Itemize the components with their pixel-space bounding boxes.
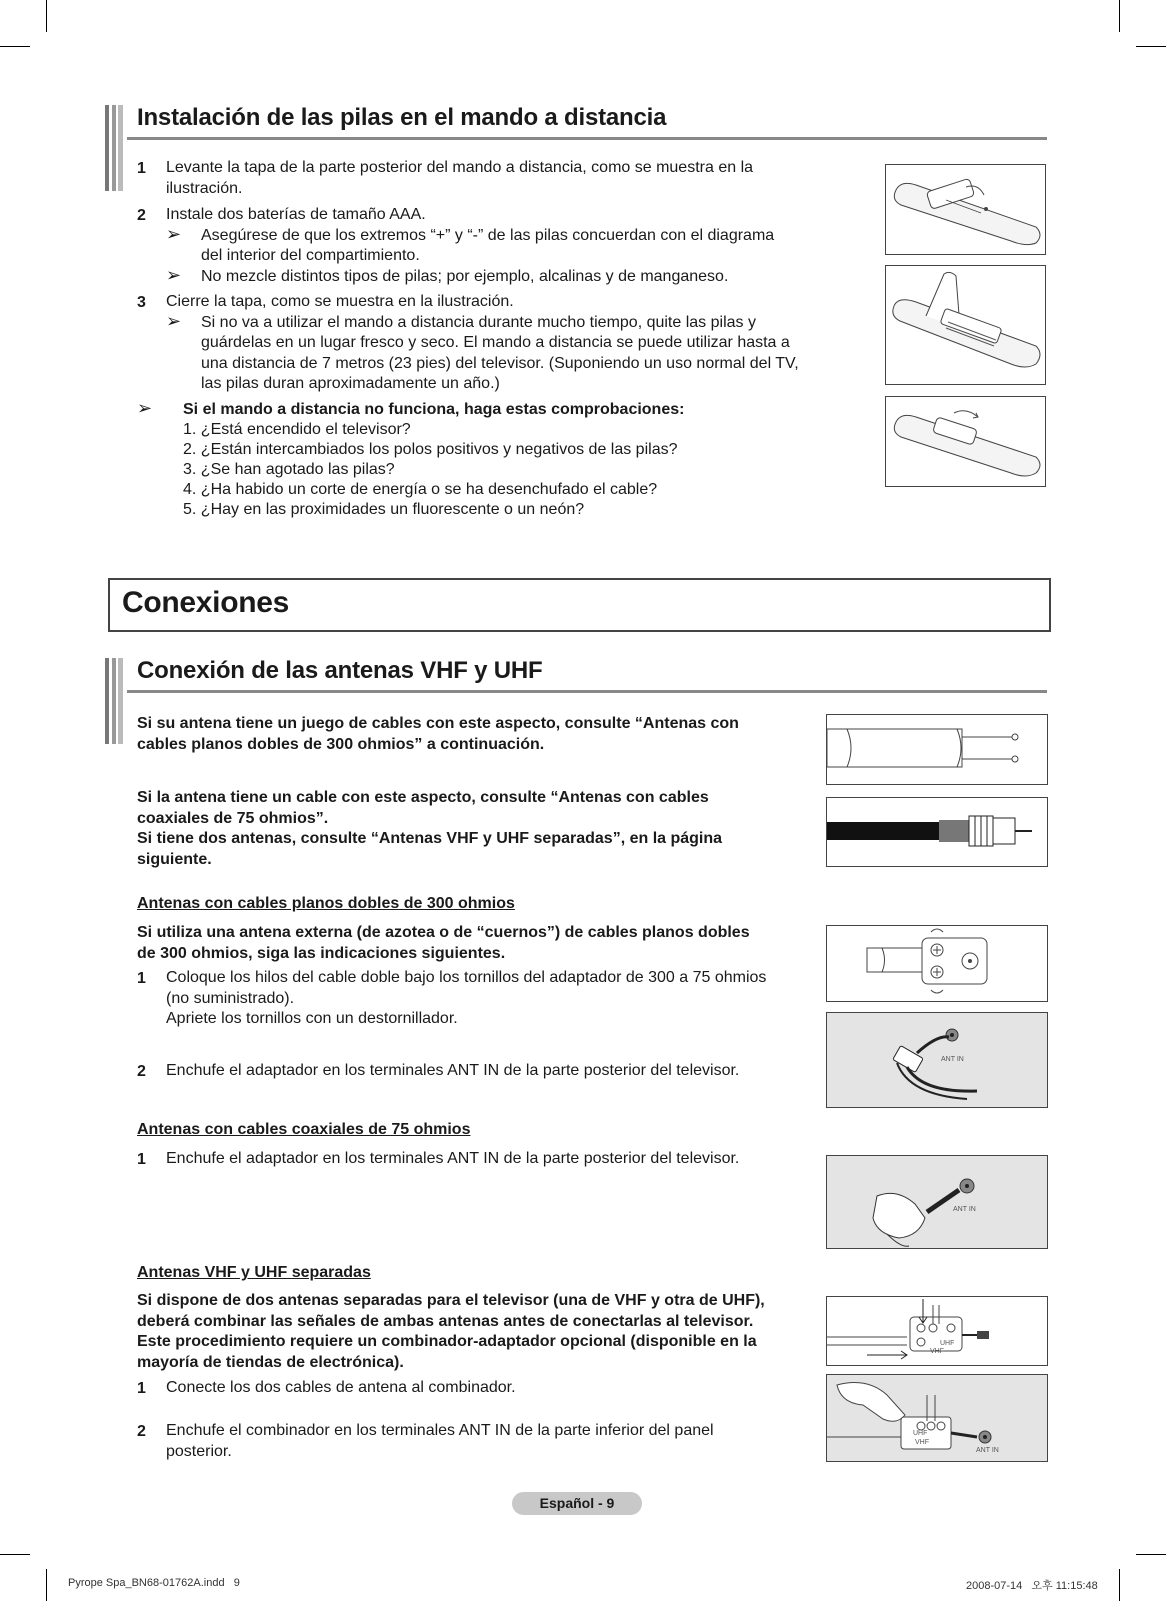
crop-mark — [1119, 1569, 1120, 1601]
section-marker — [105, 105, 123, 191]
subsection-intro: de 300 ohmios, siga las indicaciones siguientes. — [137, 945, 506, 962]
remote-batteries-illustration — [885, 265, 1046, 385]
subsection-intro: Si utiliza una antena externa (de azotea o de “cuernos”) de cables planos dobles — [137, 924, 750, 941]
intro-text: Si su antena tiene un juego de cables con este aspecto, consulte “Antenas con — [137, 715, 739, 732]
intro-text: Si la antena tiene un cable con este aspecto, consulte “Antenas con cables — [137, 789, 709, 806]
combiner-ant-in-illustration — [826, 1374, 1048, 1462]
section-title: Conexión de las antenas VHF y UHF — [137, 657, 543, 684]
step-number: 2 — [137, 207, 146, 224]
step-text: Enchufe el adaptador en los terminales ANT IN de la parte posterior del televisor. — [166, 1062, 740, 1079]
step-text: Coloque los hilos del cable doble bajo los tornillos del adaptador de 300 a 75 ohmios — [166, 969, 767, 986]
check-title: Si el mando a distancia no funciona, haga estas comprobaciones: — [183, 401, 685, 418]
intro-text: cables planos dobles de 300 ohmios” a continuación. — [137, 736, 545, 753]
intro-text: siguiente. — [137, 851, 212, 868]
subsection-intro: mayoría de tiendas de electrónica). — [137, 1354, 404, 1371]
adapter-ant-in-illustration — [826, 1012, 1048, 1108]
uhf-label: UHF — [913, 1430, 928, 1437]
note-text: No mezcle distintos tipos de pilas; por ejemplo, alcalinas y de manganeso. — [201, 268, 729, 285]
note-arrow-icon: ➢ — [166, 224, 182, 244]
note-text: Asegúrese de que los extremos “+” y “-” de las pilas concuerdan con el diagrama — [201, 227, 775, 244]
step-text: Cierre la tapa, como se muestra en la ilustración. — [166, 293, 514, 310]
check-item: 2. ¿Están intercambiados los polos positivos y negativos de las pilas? — [183, 441, 678, 458]
step-text: Apriete los tornillos con un destornillador. — [166, 1010, 458, 1027]
timestamp: 2008-07-14 오후 11:15:48 — [966, 1580, 1098, 1592]
note-arrow-icon: ➢ — [137, 398, 153, 418]
note-arrow-icon: ➢ — [166, 265, 182, 285]
check-item: 5. ¿Hay en las proximidades un fluorescente o un neón? — [183, 501, 585, 518]
step-text: Instale dos baterías de tamaño AAA. — [166, 206, 426, 223]
step-number: 3 — [137, 294, 146, 311]
check-item: 3. ¿Se han agotado las pilas? — [183, 461, 395, 478]
section-title: Instalación de las pilas en el mando a distancia — [137, 104, 667, 131]
step-number: 1 — [137, 160, 146, 177]
adapter-illustration — [826, 925, 1048, 1002]
remote-close-cover-illustration — [885, 396, 1046, 487]
crop-mark — [0, 1554, 30, 1555]
remote-open-cover-illustration — [885, 164, 1046, 255]
vhf-label: VHF — [915, 1439, 929, 1446]
step-number: 2 — [137, 1423, 146, 1440]
note-text: del interior del compartimiento. — [201, 247, 420, 264]
crop-mark — [46, 0, 47, 32]
file-info: Pyrope Spa_BN68-01762A.indd 9 — [68, 1577, 240, 1589]
step-text: Enchufe el combinador en los terminales ANT IN de la parte inferior del panel — [166, 1422, 714, 1439]
crop-mark — [1136, 1554, 1166, 1555]
crop-mark — [0, 46, 30, 47]
step-text: Enchufe el adaptador en los terminales ANT IN de la parte posterior del televisor. — [166, 1150, 740, 1167]
coaxial-cable-illustration — [826, 797, 1048, 867]
vhf-label: VHF — [930, 1348, 944, 1355]
ant-in-label: ANT IN — [941, 1056, 964, 1063]
subsection-intro: deberá combinar las señales de ambas antenas antes de conectarlas al televisor. — [137, 1313, 754, 1330]
flat-cable-illustration — [826, 714, 1048, 785]
step-text: Conecte los dos cables de antena al combinador. — [166, 1379, 516, 1396]
note-text: Si no va a utilizar el mando a distancia durante mucho tiempo, quite las pilas y — [201, 314, 756, 331]
step-number: 1 — [137, 1151, 146, 1168]
combiner-illustration — [826, 1296, 1048, 1366]
subsection-title: Antenas VHF y UHF separadas — [137, 1264, 371, 1281]
step-text: Levante la tapa de la parte posterior del mando a distancia, como se muestra en la — [166, 159, 754, 176]
subsection-intro: Este procedimiento requiere un combinador-adaptador opcional (disponible en la — [137, 1333, 757, 1350]
step-text: (no suministrado). — [166, 990, 295, 1007]
ant-in-label: ANT IN — [976, 1447, 999, 1454]
section-marker — [105, 658, 123, 744]
intro-text: Si tiene dos antenas, consulte “Antenas VHF y UHF separadas”, en la página — [137, 830, 723, 847]
chapter-title: Conexiones — [122, 586, 290, 619]
subsection-title: Antenas con cables coaxiales de 75 ohmios — [137, 1121, 471, 1138]
uhf-label: UHF — [940, 1340, 955, 1347]
subsection-title: Antenas con cables planos dobles de 300 ohmios — [137, 895, 515, 912]
note-arrow-icon: ➢ — [166, 311, 182, 331]
page-number-badge: Español - 9 — [512, 1492, 642, 1515]
note-text: las pilas duran aproximadamente un año.) — [201, 375, 500, 392]
coaxial-ant-in-illustration — [826, 1155, 1048, 1249]
subsection-intro: Si dispone de dos antenas separadas para el televisor (una de VHF y otra de UHF), — [137, 1292, 765, 1309]
intro-text: coaxiales de 75 ohmios”. — [137, 810, 329, 827]
section-divider — [127, 137, 1047, 140]
step-number: 1 — [137, 1380, 146, 1397]
check-item: 4. ¿Ha habido un corte de energía o se ha desenchufado el cable? — [183, 481, 658, 498]
crop-mark — [46, 1569, 47, 1601]
ant-in-label: ANT IN — [953, 1206, 976, 1213]
step-text: posterior. — [166, 1443, 232, 1460]
step-text: ilustración. — [166, 180, 243, 197]
note-text: guárdelas en un lugar fresco y seco. El mando a distancia se puede utilizar hasta a — [201, 334, 790, 351]
step-number: 1 — [137, 970, 146, 987]
note-text: una distancia de 7 metros (23 pies) del televisor. (Suponiendo un uso normal del TV, — [201, 355, 799, 372]
section-divider — [127, 690, 1047, 693]
step-number: 2 — [137, 1063, 146, 1080]
crop-mark — [1119, 0, 1120, 32]
crop-mark — [1136, 46, 1166, 47]
check-item: 1. ¿Está encendido el televisor? — [183, 421, 411, 438]
